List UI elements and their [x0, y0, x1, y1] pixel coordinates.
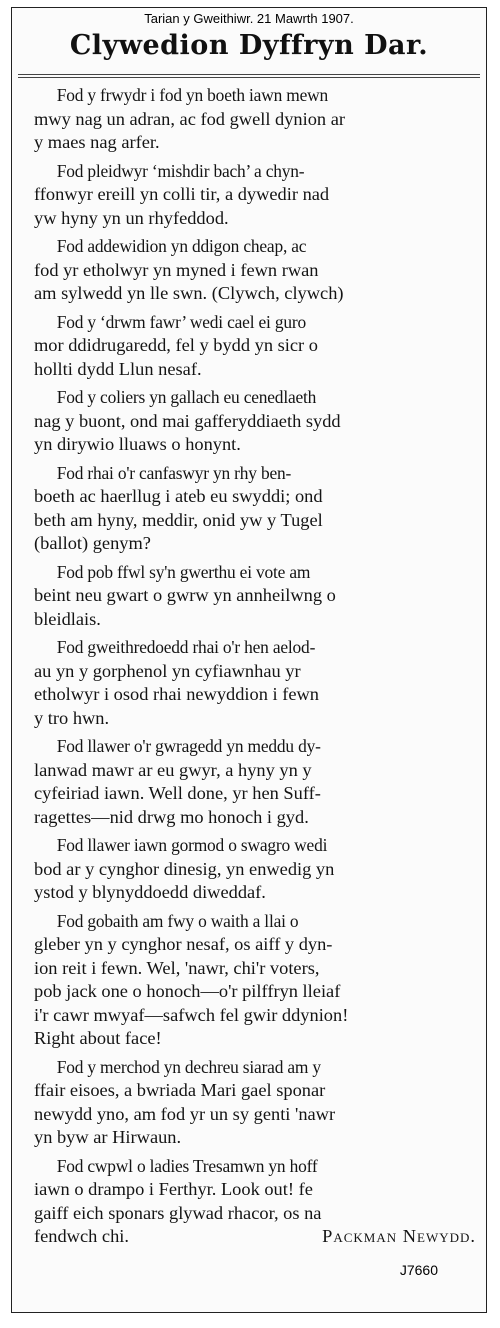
text-line: Fod addewidion yn ddigon cheap, ac — [56, 236, 307, 256]
article-paragraph — [34, 834, 482, 905]
text-line: iawn o drampo i Ferthyr. Look out! fe — [34, 1179, 313, 1199]
text-line: Fod y coliers yn gallach eu cenedlaeth — [56, 387, 317, 407]
text-line: y maes nag arfer. — [34, 132, 160, 152]
text-line: lanwad mawr ar eu gwyr, a hyny yn y — [34, 759, 312, 780]
text-line: Fod pob ffwl sy'n gwerthu ei vote am — [56, 561, 311, 582]
text-line: Fod y frwydr i fod yn boeth iawn mewn — [56, 85, 329, 105]
text-line: beint neu gwart o gwrw yn annheilwng o — [34, 585, 336, 605]
article-paragraph — [34, 386, 482, 457]
text-line: i'r cawr mwyaf—safwch fel gwir ddynion! — [34, 1004, 349, 1025]
text-line: yn dirywio lluaws o honynt. — [34, 434, 241, 454]
article-paragraph — [34, 84, 482, 155]
text-line: yw hyny yn un rhyfeddod. — [34, 207, 229, 228]
article-paragraph — [34, 735, 482, 829]
article-body — [34, 84, 482, 1254]
article-paragraph — [34, 462, 482, 556]
text-line: ystod y blynyddoedd diweddaf. — [34, 882, 266, 902]
text-line: gaiff eich sponars glywad rhacor, os na — [34, 1202, 322, 1223]
text-line: beth am hyny, meddir, onid yw y Tugel — [34, 509, 323, 530]
text-line: bleidlais. — [34, 608, 101, 629]
text-line: boeth ac haerllug i ateb eu swyddi; ond — [34, 486, 323, 506]
text-line: fod yr etholwyr yn myned i fewn rwan — [34, 259, 319, 280]
text-line: pob jack one o honoch—o'r pilffryn lleiaf — [34, 981, 341, 1001]
text-line: Fod y ‘drwm fawr’ wedi cael ei guro — [56, 311, 306, 332]
text-line: mor ddidrugaredd, fel y bydd yn sicr o — [34, 335, 318, 355]
text-line: Fod gweithredoedd rhai o'r hen aelod- — [56, 637, 316, 657]
text-line: yn byw ar Hirwaun. — [34, 1127, 182, 1147]
source-caption: Tarian y Gweithiwr. 21 Mawrth 1907. — [144, 11, 354, 26]
text-line: hollti dydd Llun nesaf. — [34, 358, 202, 379]
text-line: Fod gobaith am fwy o waith a llai o — [56, 910, 299, 931]
article-paragraph — [34, 1155, 482, 1249]
text-line: y tro hwn. — [34, 707, 110, 728]
article-paragraph — [34, 910, 482, 1051]
text-line: Fod llawer iawn gormod o swagro wedi — [56, 835, 328, 855]
header-rule-top — [18, 74, 480, 75]
text-line: mwy nag un adran, ac fod gwell dynion ar — [34, 108, 346, 129]
text-line: (ballot) genym? — [34, 533, 151, 553]
text-line: Right about face! — [34, 1028, 162, 1048]
text-line: ragettes—nid drwg mo honoch i gyd. — [34, 806, 309, 827]
text-line: gleber yn y cynghor nesaf, os aiff y dyn- — [34, 934, 333, 954]
text-line: newydd yno, am fod yr un sy genti 'nawr — [34, 1103, 336, 1124]
text-line: Fod llawer o'r gwragedd yn meddu dy- — [56, 736, 321, 756]
article-paragraph — [34, 1056, 482, 1150]
text-line: fendwch chi. Packman Newydd. — [34, 1225, 482, 1249]
article-paragraph — [34, 235, 482, 306]
author-signature: Packman Newydd. — [322, 1226, 476, 1246]
headline: Clywedion Dyffryn Dar. — [69, 30, 429, 61]
text-line: ffair eisoes, a bwriada Mari gael sponar — [34, 1080, 326, 1100]
text-line: am sylwedd yn lle swn. (Clywch, clywch) — [34, 283, 344, 303]
newspaper-clipping — [11, 7, 487, 1313]
text-line: nag y buont, ond mai gafferyddiaeth sydd — [34, 410, 341, 431]
text-line: cyfeiriad iawn. Well done, yr hen Suff- — [34, 783, 321, 803]
text-line: au yn y gorphenol yn cyfiawnhau yr — [34, 660, 301, 681]
article-paragraph — [34, 160, 482, 231]
article-paragraph — [34, 311, 482, 382]
reference-code: J7660 — [399, 1262, 438, 1278]
article-paragraph — [34, 561, 482, 632]
text-line: Fod rhai o'r canfaswyr yn rhy ben- — [56, 462, 292, 483]
text-line: bod ar y cynghor dinesig, yn enwedig yn — [34, 858, 335, 879]
text-line: Fod cwpwl o ladies Tresamwn yn hoff — [56, 1155, 318, 1176]
text-line: Fod y merchod yn dechreu siarad am y — [56, 1056, 321, 1077]
header-rule-bottom — [18, 77, 480, 78]
text-line: etholwyr i osod rhai newyddion i fewn — [34, 684, 320, 704]
text-line: ffonwyr ereill yn colli tir, a dywedir nad — [34, 184, 330, 204]
article-paragraph — [34, 636, 482, 730]
text-line: ion reit i fewn. Wel, 'nawr, chi'r voters, — [34, 957, 320, 978]
text-line: Fod pleidwyr ‘mishdir bach’ a chyn- — [56, 160, 305, 181]
